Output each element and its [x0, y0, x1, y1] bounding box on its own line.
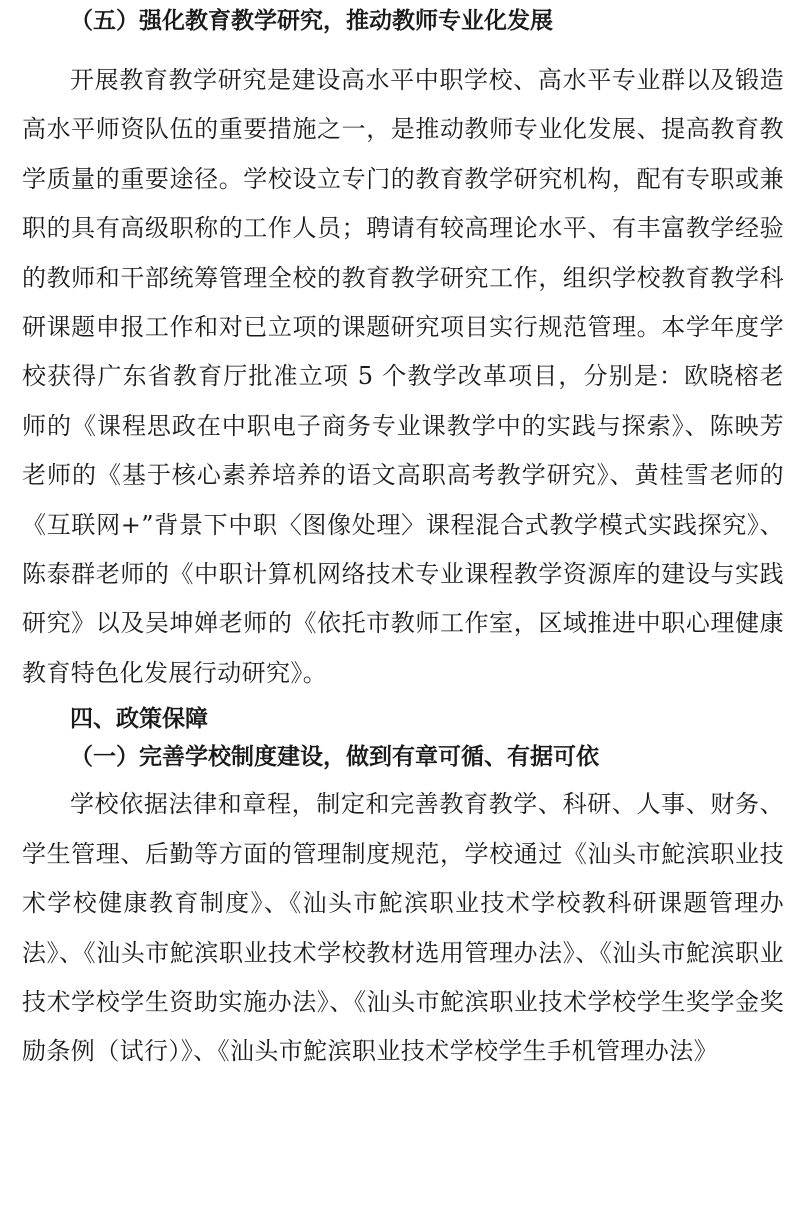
regulation-paragraph: 学校依据法律和章程，制定和完善教育教学、科研、人事、财务、学生管理、后勤等方面的管理制度规范，学校通过《汕头市鮀滨职业技术学校健康教育制度》、《汕头市鮀滨职业技术学校教科研课题管理办法》、《汕头市鮀滨职业技术学校教材选用管理办法》、《汕头市鮀滨职业技术学校学生资助实施办法》、《汕头市鮀滨职业技术学校学生奖学金奖励条例（试行）》、《汕头市鮀滨职业技术学校学生手机管理办法》: [22, 790, 784, 1066]
research-paragraph: 开展教育教学研究是建设高水平中职学校、高水平专业群以及锻造高水平师资队伍的重要措施之一，是推动教师专业化发展、提高教育教学质量的重要途径。学校设立专门的教育教学研究机构，配有专职或兼职的具有高级职称的工作人员；聘请有较高理论水平、有丰富教学经验的教师和干部统筹管理全校的教育教学研究工作，组织学校教育教学科研课题申报工作和对已立项的课题研究项目实行规范管理。本学年度学校获得广东省教育厅批准立项 5 个教学改革项目，分别是：欧晓榕老师的《课程思政在中职电子商务专业课教学中的实践与探索》、陈映芳老师的《基于核心素养培养的语文高职高考教学研究》、黄桂雪老师的《互联网+”背景下中职〈图像处理〉课程混合式教学模式实践探究》、陈泰群老师的《中职计算机网络技术专业课程教学资源库的建设与实践研究》以及吴坤婵老师的《依托市教师工作室，区域推进中职心理健康教育特色化发展行动研究》。: [22, 66, 784, 687]
document-page: [22, 6, 784, 1077]
section-heading-5: （五）强化教育教学研究，推动教师专业化发展: [70, 8, 553, 34]
subsection-heading-1: （一）完善学校制度建设，做到有章可循、有据可依: [70, 744, 599, 771]
chapter-heading-policy: 四、政策保障: [70, 706, 208, 733]
